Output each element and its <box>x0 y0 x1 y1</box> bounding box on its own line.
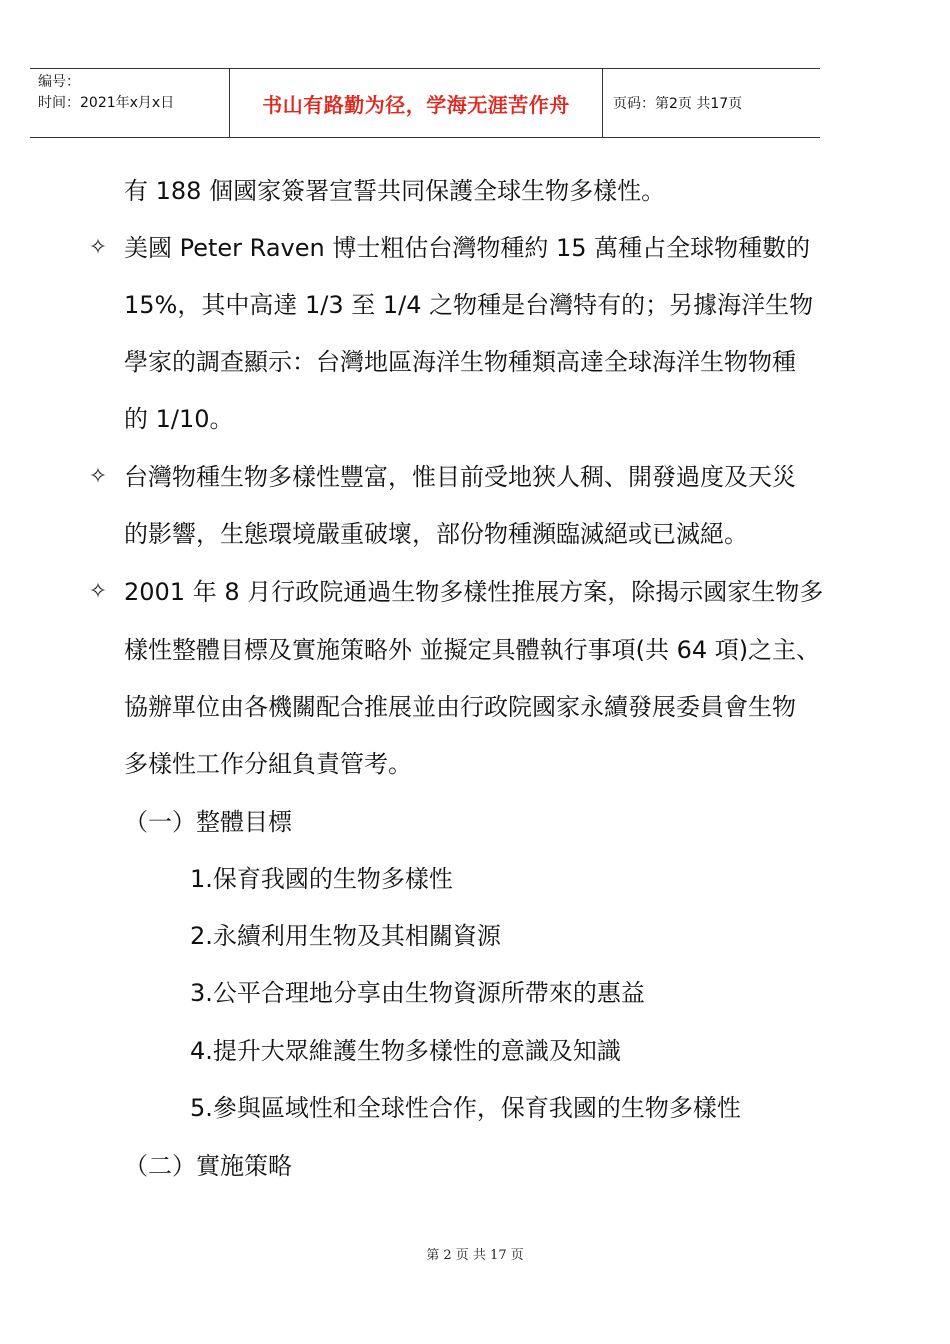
header-page-cell <box>603 69 820 137</box>
paragraph-line: 有 188 個國家簽署宣誓共同保護全球生物多樣性。 <box>124 177 666 205</box>
paragraph-line: 美國 Peter Raven 博士粗估台灣物種約 15 萬種占全球物種數的 <box>124 234 811 262</box>
section-heading: （一）整體目標 <box>124 808 292 836</box>
paragraph-line: 學家的調查顯示：台灣地區海洋生物種類高達全球海洋生物物種 <box>124 348 796 376</box>
diamond-bullet-icon: ✧ <box>88 579 108 604</box>
list-item: 3.公平合理地分享由生物資源所帶來的惠益 <box>190 979 645 1007</box>
header-meta-cell <box>30 69 230 137</box>
paragraph-line: 多樣性工作分組負責管考。 <box>124 750 412 778</box>
page-header <box>30 68 820 138</box>
paragraph-line: 15%，其中高達 1/3 至 1/4 之物種是台灣特有的；另據海洋生物 <box>124 291 814 319</box>
paragraph-line: 樣性整體目標及實施策略外 並擬定具體執行事項(共 64 項)之主、 <box>124 636 821 664</box>
document-time-label: 时间：2021年x月x日 <box>38 95 175 111</box>
header-motto-cell <box>230 69 603 137</box>
document-number-label: 编号： <box>38 74 80 90</box>
diamond-bullet-icon: ✧ <box>88 464 108 489</box>
section-heading: （二）實施策略 <box>124 1152 292 1180</box>
page-footer: 第 2 页 共 17 页 <box>426 1248 524 1263</box>
paragraph-line: 協辦單位由各機關配合推展並由行政院國家永續發展委員會生物 <box>124 693 796 721</box>
list-item: 2.永續利用生物及其相關資源 <box>190 922 501 950</box>
header-page-info: 页码：第2页 共17页 <box>613 96 743 112</box>
list-item: 1.保育我國的生物多樣性 <box>190 865 453 893</box>
paragraph-line: 的 1/10。 <box>124 405 234 433</box>
paragraph-line: 的影響，生態環境嚴重破壞，部份物種瀕臨滅絕或已滅絕。 <box>124 520 748 548</box>
list-item: 4.提升大眾維護生物多樣性的意識及知識 <box>190 1037 621 1065</box>
list-item: 5.參與區域性和全球性合作，保育我國的生物多樣性 <box>190 1094 741 1122</box>
header-motto: 书山有路勤为径，学海无涯苦作舟 <box>262 92 570 117</box>
paragraph-line: 台灣物種生物多樣性豐富，惟目前受地狹人稠、開發過度及天災 <box>124 463 796 491</box>
paragraph-line: 2001 年 8 月行政院通過生物多樣性推展方案，除揭示國家生物多 <box>124 578 824 606</box>
diamond-bullet-icon: ✧ <box>88 235 108 260</box>
